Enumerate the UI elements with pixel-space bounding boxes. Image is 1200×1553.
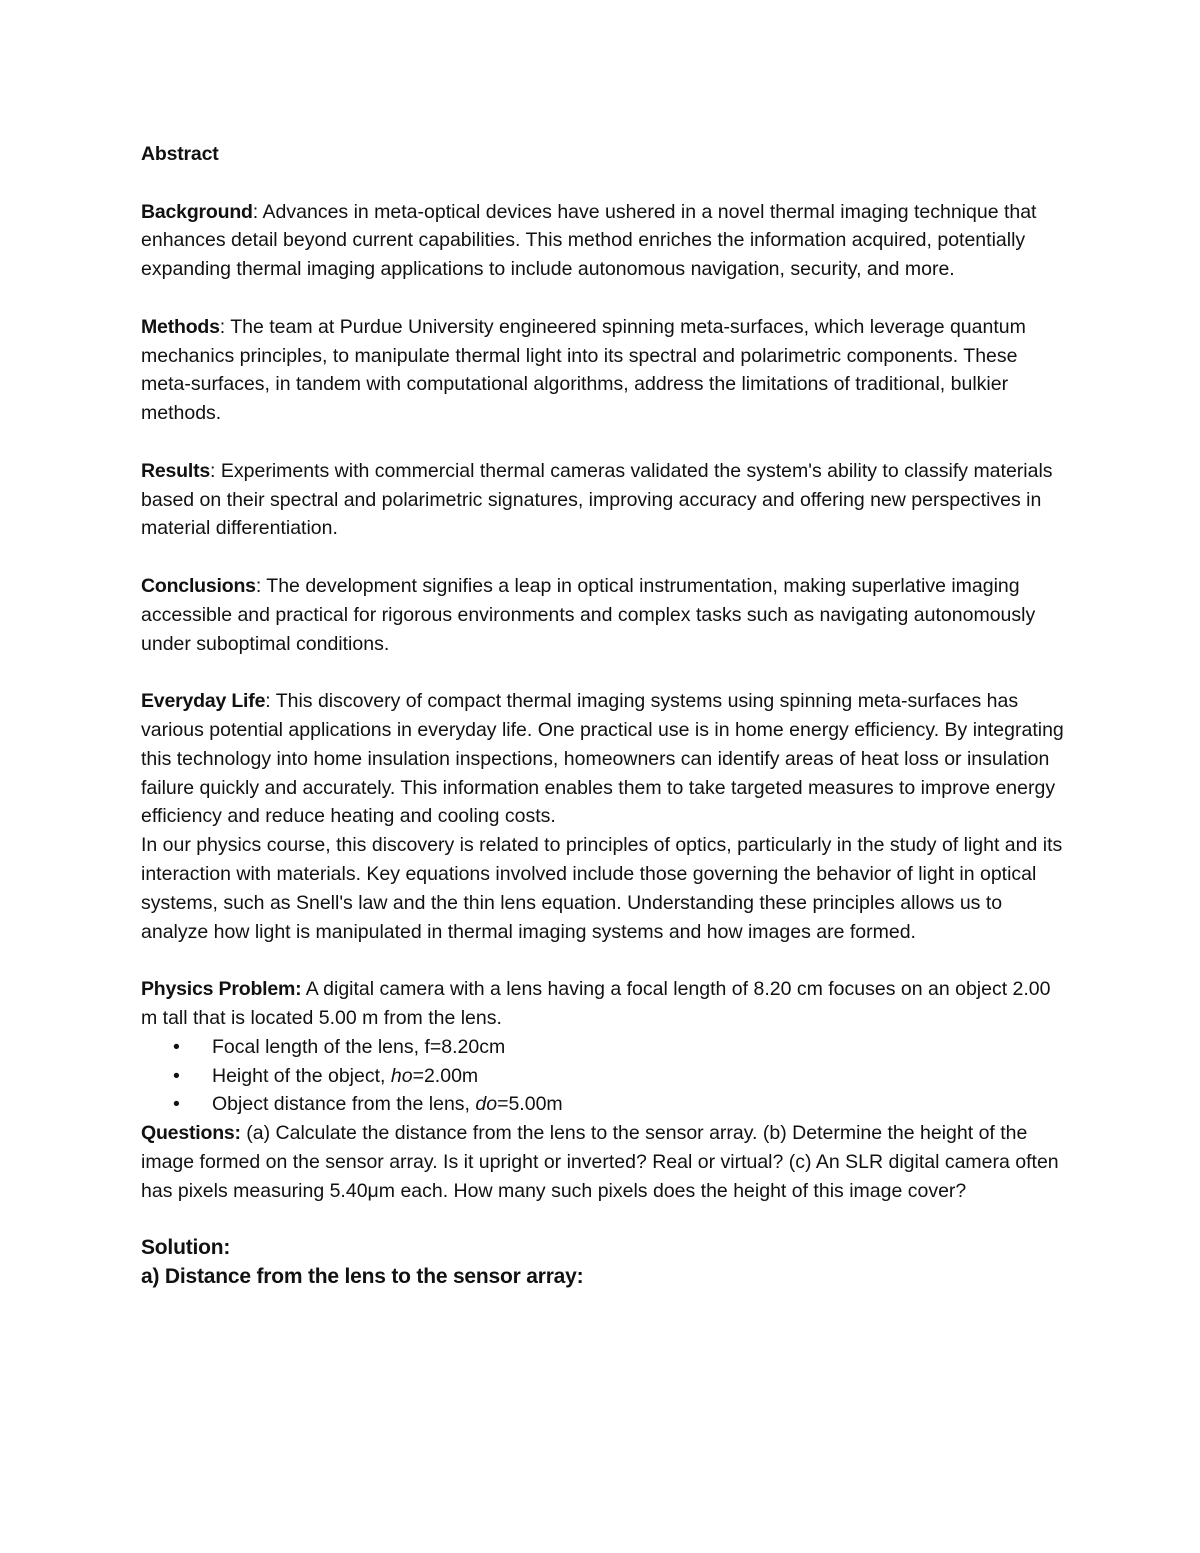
list-item (141, 1090, 1071, 1119)
abstract-title: Abstract (141, 143, 219, 165)
solution-part-a-heading: a) Distance from the lens to the sensor array: (141, 1265, 584, 1289)
spacer (141, 428, 1071, 457)
everyday-label: Everyday Life (141, 690, 266, 713)
results-paragraph (141, 457, 1071, 543)
variable-symbol: do (475, 1093, 498, 1116)
methods-text: : The team at Purdue University engineered spinning meta-surfaces, which leverage quantum mechanics principles, to manipulate thermal light into its spectral and polarimetric components. These meta-surfaces, in tandem with computational algorithms, address the limitations of traditional, bulkier methods. (141, 315, 1026, 425)
questions-label: Questions: (141, 1122, 241, 1145)
questions-paragraph (141, 1119, 1071, 1205)
given-values-list (141, 1033, 1071, 1119)
bullet-text: Object distance from the lens, (212, 1093, 476, 1116)
results-text: : Experiments with commercial thermal cameras validated the system's ability to classify materials based on their spectral and polarimetric signatures, improving accuracy and offering new perspectives in material differentiation. (141, 459, 1053, 540)
bullet-text: Focal length of the lens, f=8.20cm (212, 1035, 506, 1058)
everyday-paragraph (141, 687, 1071, 831)
list-item (141, 1033, 1071, 1062)
bullet-text: Height of the object, (212, 1064, 391, 1087)
spacer (141, 1205, 1071, 1234)
spacer (141, 946, 1071, 975)
conclusions-text: : The development signifies a leap in optical instrumentation, making superlative imaging accessible and practical for rigorous environments and complex tasks such as navigating autonomously under suboptimal conditions. (141, 574, 1036, 655)
solution-heading: Solution: (141, 1236, 231, 1260)
document-page (141, 140, 1071, 1292)
bullet-value: =2.00m (412, 1064, 479, 1087)
bullet-icon: • (173, 1064, 180, 1087)
questions-text: (a) Calculate the distance from the lens to the sensor array. (b) Determine the height of the image formed on the sensor array. Is it upright or inverted? Real or virtual? (c) An SLR digital camera often has pixels measuring 5.40μm each. How many such pixels does the height of this image cover? (141, 1122, 1059, 1202)
spacer (141, 543, 1071, 572)
list-item (141, 1062, 1071, 1091)
bullet-value: =5.00m (497, 1093, 563, 1116)
physics-problem-text: A digital camera with a lens having a focal length of 8.20 cm focuses on an object 2.00 m tall that is located 5.00 m from the lens. (141, 978, 1051, 1029)
bullet-icon: • (173, 1035, 180, 1058)
physics-problem-paragraph (141, 975, 1071, 1033)
bullet-icon: • (173, 1093, 180, 1116)
background-paragraph (141, 198, 1071, 284)
conclusions-label: Conclusions (141, 574, 256, 597)
spacer (141, 284, 1071, 313)
results-label: Results (141, 459, 211, 482)
physics-problem-label: Physics Problem: (141, 978, 302, 1001)
variable-symbol: ho (390, 1064, 413, 1087)
spacer (141, 658, 1071, 687)
conclusions-paragraph (141, 572, 1071, 658)
methods-label: Methods (141, 315, 220, 338)
background-text: : Advances in meta-optical devices have ushered in a novel thermal imaging technique that enhances detail beyond current capabilities. This method enriches the information acquired, potentially expanding thermal imaging applications to include autonomous navigation, security, and more. (141, 200, 1037, 281)
background-label: Background (141, 200, 253, 223)
methods-paragraph (141, 313, 1071, 428)
physics-course-paragraph: In our physics course, this discovery is related to principles of optics, particularly in the study of light and its interaction with materials. Key equations involved include those governing the behavior of light in optical systems, such as Snell's law and the thin lens equation. Understanding these principles allows us to analyze how light is manipulated in thermal imaging systems and how images are formed. (141, 834, 1063, 943)
spacer (141, 169, 1071, 198)
everyday-text: : This discovery of compact thermal imaging systems using spinning meta-surfaces has various potential applications in everyday life. One practical use is in home energy efficiency. By integrating this technology into home insulation inspections, homeowners can identify areas of heat loss or insulation failure quickly and accurately. This information enables them to take targeted measures to improve energy efficiency and reduce heating and cooling costs. (141, 690, 1064, 828)
